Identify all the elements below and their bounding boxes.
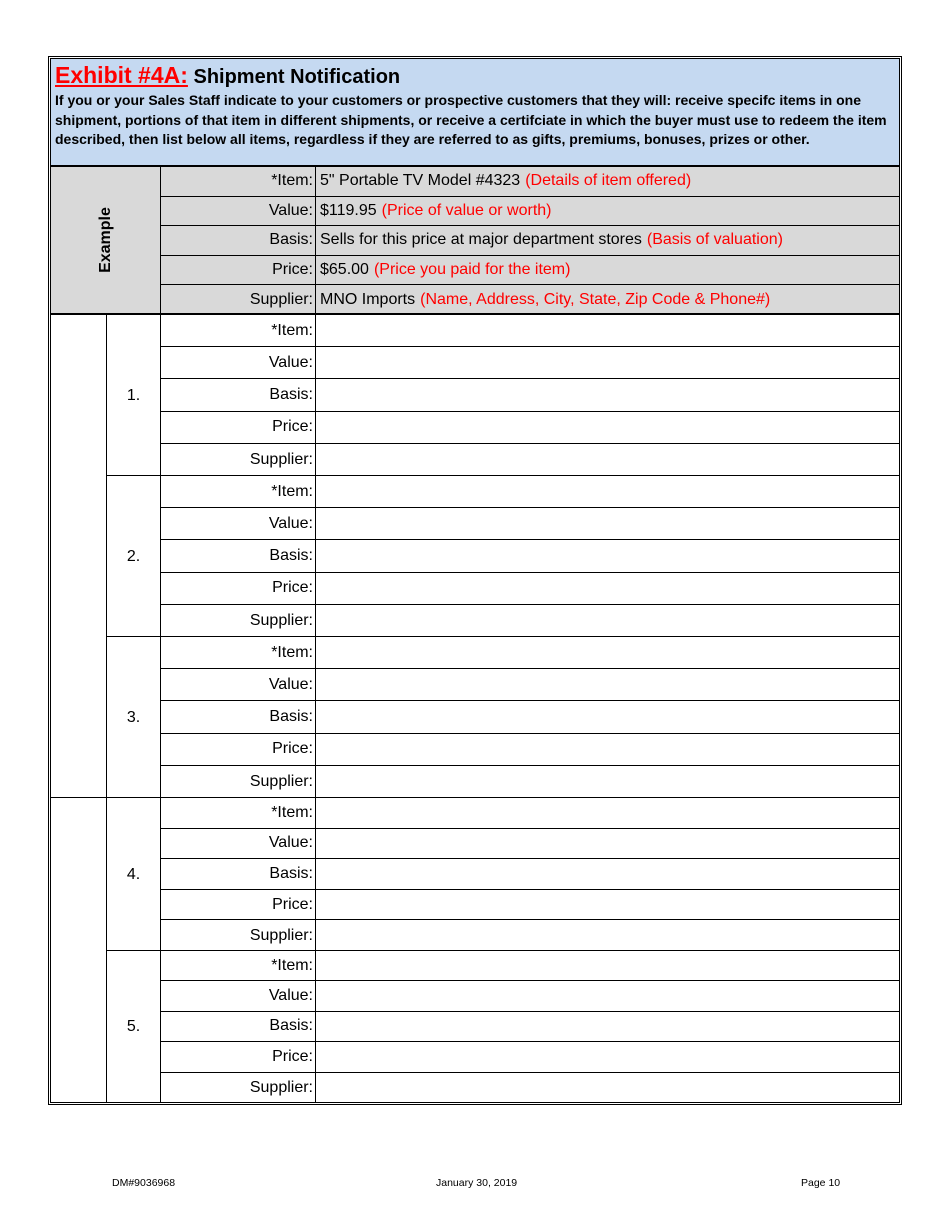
example-value-text: $119.95 [320, 201, 377, 219]
entry-field-input[interactable] [318, 766, 899, 798]
entry-field-input[interactable] [318, 1073, 899, 1103]
entry-field-label: Supplier: [161, 766, 316, 798]
entry-group [51, 315, 899, 476]
entry-field-input[interactable] [318, 829, 899, 859]
entry-field-label: Basis: [161, 379, 316, 410]
entry-field-input[interactable] [318, 605, 899, 637]
instructions-text: If you or your Sales Staff indicate to your customers or prospective customers that they will: receive specifc items in one shipment, portions of that item in different shipments, or receive a certifciate in which the buyer must use to redeem the item described, then list below all items, regardless if they are referred to as gifts, premiums, bonuses, prizes or other. [55, 92, 887, 147]
entry-field-input[interactable] [318, 379, 899, 410]
entry-field-label: Price: [161, 890, 316, 920]
entry-field-input[interactable] [318, 444, 899, 476]
entry-row [161, 701, 899, 733]
example-hint-text: (Basis of valuation) [646, 231, 783, 249]
entry-field-label: *Item: [161, 951, 316, 980]
entry-field-input[interactable] [318, 669, 899, 700]
entry-field-label: Basis: [161, 540, 316, 571]
entry-field-input[interactable] [318, 701, 899, 732]
entry-field-label: Price: [161, 734, 316, 765]
entry-row [161, 890, 899, 921]
example-row [161, 226, 899, 256]
example-field-label: Supplier: [161, 285, 316, 315]
example-value-text: MNO Imports [320, 291, 416, 309]
entry-field-input[interactable] [318, 1042, 899, 1071]
example-row [161, 285, 899, 315]
entry-field-label: Basis: [161, 1012, 316, 1041]
entry-field-label: *Item: [161, 315, 316, 346]
example-field-value [318, 285, 899, 315]
example-field-label: Value: [161, 197, 316, 226]
entry-row [161, 476, 899, 508]
entry-field-label: *Item: [161, 798, 316, 828]
entry-row [161, 829, 899, 860]
entry-field-label: Supplier: [161, 920, 316, 951]
entry-field-label: Value: [161, 347, 316, 378]
example-hint-text: (Name, Address, City, State, Zip Code & Phone#) [420, 291, 771, 309]
entry-number: 3. [107, 637, 161, 798]
entry-field-label: Value: [161, 669, 316, 700]
entry-row [161, 637, 899, 669]
footer-date: January 30, 2019 [436, 1177, 518, 1189]
entry-field-input[interactable] [318, 734, 899, 765]
entry-row [161, 508, 899, 540]
entry-row [161, 766, 899, 798]
entry-field-label: *Item: [161, 476, 316, 507]
footer-page-number: Page 10 [801, 1177, 841, 1189]
entry-row [161, 444, 899, 476]
entry-field-label: *Item: [161, 637, 316, 668]
entry-row [161, 605, 899, 637]
entry-field-label: Value: [161, 829, 316, 859]
entry-field-label: Value: [161, 981, 316, 1010]
entry-row [161, 412, 899, 444]
entry-field-label: Basis: [161, 859, 316, 889]
exhibit-number: Exhibit #4A: [55, 62, 188, 88]
entry-number: 4. [107, 798, 161, 951]
entry-row [161, 981, 899, 1011]
example-section [51, 167, 899, 315]
entry-row [161, 859, 899, 890]
entry-field-input[interactable] [318, 951, 899, 980]
example-field-value [318, 197, 899, 226]
entry-number: 5. [107, 951, 161, 1103]
form-title [55, 61, 899, 91]
example-field-label: Price: [161, 256, 316, 285]
entry-row [161, 798, 899, 829]
entry-row [161, 315, 899, 347]
entry-field-label: Price: [161, 412, 316, 443]
example-value-text: $65.00 [320, 261, 369, 279]
entry-field-label: Supplier: [161, 605, 316, 637]
entry-group [51, 637, 899, 798]
entry-field-input[interactable] [318, 315, 899, 346]
entry-row [161, 347, 899, 379]
title-text: Shipment Notification [187, 66, 401, 88]
entry-row [161, 951, 899, 981]
entry-field-input[interactable] [318, 508, 899, 539]
example-hint-text: (Price of value or worth) [381, 201, 552, 219]
entry-row [161, 1012, 899, 1042]
shipment-notification-form [48, 56, 902, 1105]
entry-row [161, 573, 899, 605]
entry-row [161, 379, 899, 411]
entry-group [51, 951, 899, 1103]
example-value-text: Sells for this price at major department stores [320, 231, 642, 249]
entry-field-label: Supplier: [161, 1073, 316, 1103]
entry-field-label: Price: [161, 1042, 316, 1071]
entry-field-input[interactable] [318, 412, 899, 443]
example-field-label: *Item: [161, 167, 316, 196]
entry-field-input[interactable] [318, 798, 899, 828]
entry-field-label: Supplier: [161, 444, 316, 476]
entry-number: 2. [107, 476, 161, 637]
entry-field-input[interactable] [318, 540, 899, 571]
example-field-value [318, 226, 899, 255]
entry-field-input[interactable] [318, 637, 899, 668]
example-hint-text: (Details of item offered) [525, 172, 692, 190]
example-label: Example [97, 207, 114, 273]
example-row [161, 256, 899, 286]
entry-row [161, 1042, 899, 1072]
entry-field-label: Price: [161, 573, 316, 604]
entry-field-input[interactable] [318, 890, 899, 920]
entry-field-input[interactable] [318, 347, 899, 378]
entry-group [51, 798, 899, 951]
example-row [161, 167, 899, 197]
entry-row [161, 734, 899, 766]
entry-row [161, 1073, 899, 1103]
entry-row [161, 540, 899, 572]
entry-group [51, 476, 899, 637]
entry-number: 1. [107, 315, 161, 476]
example-field-value [318, 167, 899, 196]
entry-field-input[interactable] [318, 920, 899, 951]
form-header [51, 59, 899, 167]
entry-field-input[interactable] [318, 981, 899, 1010]
example-row [161, 197, 899, 227]
entry-field-input[interactable] [318, 859, 899, 889]
entry-row [161, 920, 899, 951]
footer-doc-id: DM#9036968 [112, 1177, 176, 1189]
example-field-value [318, 256, 899, 285]
entry-field-input[interactable] [318, 476, 899, 507]
example-field-label: Basis: [161, 226, 316, 255]
example-hint-text: (Price you paid for the item) [373, 261, 571, 279]
entry-field-input[interactable] [318, 1012, 899, 1041]
example-label-cell [51, 167, 161, 313]
entry-field-label: Value: [161, 508, 316, 539]
example-value-text: 5" Portable TV Model #4323 [320, 172, 521, 190]
entry-row [161, 669, 899, 701]
entry-field-input[interactable] [318, 573, 899, 604]
entry-field-label: Basis: [161, 701, 316, 732]
